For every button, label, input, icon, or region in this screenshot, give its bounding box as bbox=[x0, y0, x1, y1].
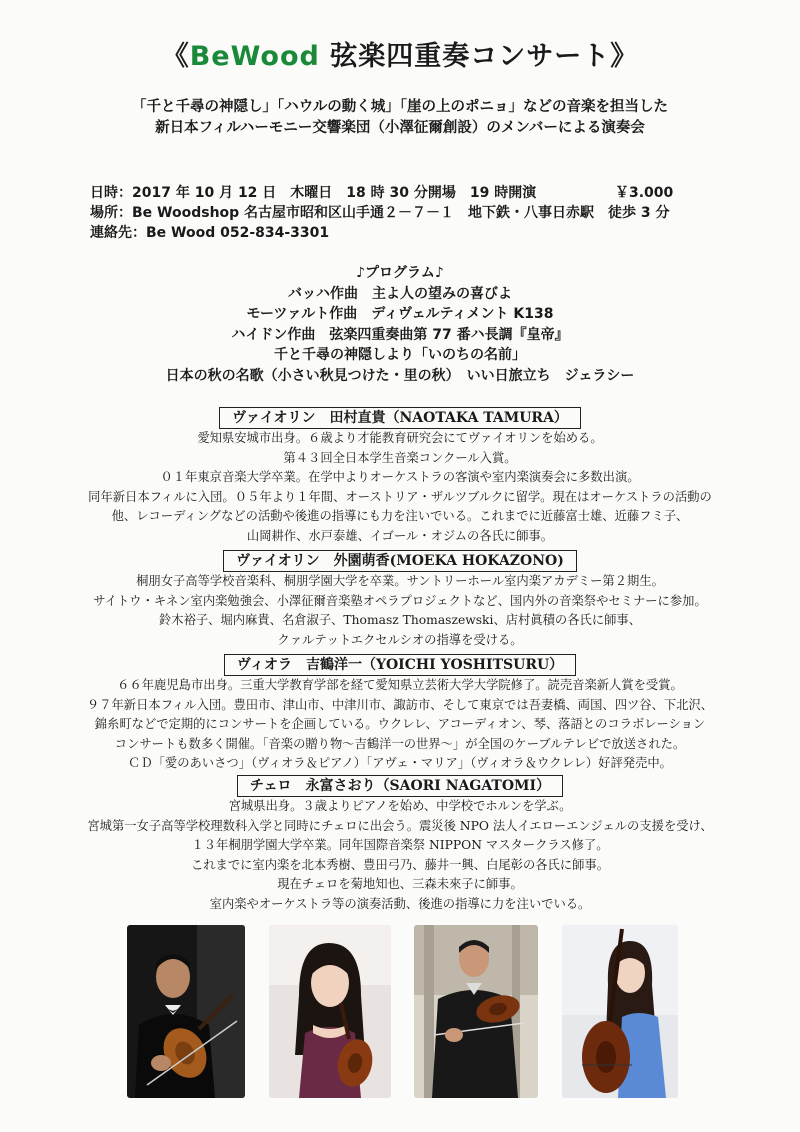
bio-line: ０１年東京音楽大学卒業。在学中よりオーケストラの客演や室内楽演奏会に多数出演。 bbox=[160, 470, 640, 484]
event-venue: 場所：Be Woodshop 名古屋市昭和区山手通２－７－１ 地下鉄・八事日赤駅 徒歩 3 分 bbox=[90, 205, 670, 221]
performer-header: ヴァイオリン 外園萌香(MOEKA HOKAZONO) bbox=[223, 550, 577, 572]
performer-header: ヴィオラ 吉鶴洋一（YOICHI YOSHITSURU） bbox=[224, 654, 576, 676]
bio-line: 桐朋女子高等学校音楽科、桐朋学園大学を卒業。サントリーホール室内楽アカデミー第２期生。 bbox=[136, 574, 664, 588]
bio-line: 第４３回全日本学生音楽コンクール入賞。 bbox=[283, 450, 517, 465]
intro-line: 新日本フィルハーモニー交響楽団（小澤征爾創設）のメンバーによる演奏会 bbox=[155, 120, 645, 136]
event-datetime-row bbox=[90, 183, 750, 203]
cellist-photo-image bbox=[562, 925, 678, 1098]
photo-yoichi-yoshitsuru bbox=[414, 925, 538, 1098]
program-item: 千と千尋の神隠しより「いのちの名前」 bbox=[274, 347, 526, 363]
bio-line: 宮城第一女子高等学校理数科入学と同時にチェロに出会う。震災後 NPO 法人イエローエンジェルの支援を受け、 bbox=[87, 818, 713, 833]
performer-bio bbox=[0, 572, 800, 650]
bio-line: ６６年鹿児島市出身。三重大学教育学部を経て愛知県立芸術大学大学院修了。読売音楽新人賞を受賞。 bbox=[117, 678, 683, 692]
bio-line: 現在チェロを菊地知也、三森未來子に師事。 bbox=[277, 877, 523, 891]
bio-line: 室内楽やオーケストラ等の演奏活動、後進の指導に力を注いでいる。 bbox=[209, 896, 591, 911]
bio-line: １３年桐朋学園大学卒業。同年国際音楽祭 NIPPON マスタークラス修了。 bbox=[191, 838, 609, 852]
program-heading: ♪プログラム♪ bbox=[356, 265, 444, 281]
title-close-bracket: 》 bbox=[610, 41, 639, 72]
photo-naotaka-tamura bbox=[127, 925, 245, 1098]
bio-line: 他、レコーディングなどの活動や後進の指導にも力を注いでいる。これまでに近藤富士雄、近藤フミ子、 bbox=[111, 509, 689, 523]
bio-line: コンサートも数多く開催。「音楽の贈り物～吉鶴洋一の世界～」が全国のケーブルテレビで放送された。 bbox=[114, 736, 686, 751]
page-title bbox=[0, 34, 800, 73]
violinist-photo-image bbox=[127, 925, 245, 1098]
bio-line: 愛知県安城市出身。６歳より才能教育研究会にてヴァイオリンを始める。 bbox=[197, 431, 603, 445]
bio-line: 鈴木裕子、堀内麻貴、名倉淑子、Thomasz Thomaszewski、店村眞積の各氏に師事、 bbox=[158, 613, 642, 627]
performer-bio bbox=[0, 797, 800, 914]
bio-line: ＣＤ「愛のあいさつ」（ヴィオラ＆ピアノ）「アヴェ・マリア」（ヴィオラ＆ウクレレ）好評発売中。 bbox=[128, 756, 672, 770]
bio-line: サイトウ・キネン室内楽勉強会、小澤征爾音楽塾オペラプロジェクトなど、国内外の音楽祭やセミナーに参加。 bbox=[93, 593, 707, 608]
performer-section bbox=[0, 407, 800, 546]
bio-line: 宮城県出身。３歳よりピアノを始め、中学校でホルンを学ぶ。 bbox=[228, 799, 572, 813]
bio-line: ９７年新日本フィル入団。豊田市、津山市、中津川市、諏訪市、そして東京では吾妻橋、両国、四ツ谷、下北沢、 bbox=[86, 697, 714, 712]
bio-line: 山岡耕作、水戸泰雄、イゴール・オジムの各氏に師事。 bbox=[246, 528, 554, 543]
bio-line: クァルテットエクセルシオの指導を受ける。 bbox=[277, 632, 523, 647]
photo-moeka-hokazono bbox=[269, 925, 391, 1098]
program-item: 日本の秋の名歌（小さい秋見つけた・里の秋） いい日旅立ち ジェラシー bbox=[165, 367, 635, 384]
performer-header: ヴァイオリン 田村直貴（NAOTAKA TAMURA） bbox=[219, 407, 581, 429]
program-item: ハイドン作曲 弦楽四重奏曲第 77 番ハ長調『皇帝』 bbox=[231, 326, 569, 343]
bio-line: これまでに室内楽を北本秀樹、豊田弓乃、藤井一興、白尾彰の各氏に師事。 bbox=[190, 857, 610, 872]
performer-section bbox=[0, 550, 800, 650]
event-price: ￥3.000 bbox=[615, 185, 674, 201]
event-datetime: 日時：2017 年 10 月 12 日 木曜日 18 時 30 分開場 19 時開演 bbox=[90, 185, 537, 201]
intro-line: 「千と千尋の神隠し」「ハウルの動く城」「崖の上のポニョ」などの音楽を担当した bbox=[131, 99, 669, 115]
program-item: モーツァルト作曲 ディヴェルティメント K138 bbox=[246, 306, 554, 322]
performer-bio bbox=[0, 676, 800, 774]
program-item: バッハ作曲 主よ人の望みの喜びよ bbox=[288, 285, 512, 302]
performer-section bbox=[0, 654, 800, 774]
intro-text bbox=[0, 97, 800, 139]
title-open-bracket: 《 bbox=[161, 41, 190, 72]
performer-header: チェロ 永富さおり（SAORI NAGATOMI） bbox=[237, 775, 563, 797]
brand-name: BeWood bbox=[189, 41, 320, 72]
title-text: 弦楽四重奏コンサート bbox=[319, 41, 611, 72]
performer-bio bbox=[0, 429, 800, 546]
performer-section bbox=[0, 775, 800, 914]
violist-photo-image bbox=[414, 925, 538, 1098]
bio-line: 錦糸町などで定期的にコンサートを企画している。ウクレレ、アコーディオン、琴、落語とのコラボレーション bbox=[94, 717, 706, 731]
violinist-photo-image bbox=[269, 925, 391, 1098]
bio-line: 同年新日本フィルに入団。０５年より１年間、オーストリア・ザルツブルクに留学。現在はオーケストラの活動の bbox=[88, 489, 712, 504]
program bbox=[0, 263, 800, 386]
event-info bbox=[90, 183, 750, 243]
event-contact: 連絡先：Be Wood 052-834-3301 bbox=[90, 225, 330, 241]
photo-saori-nagatomi bbox=[562, 925, 678, 1098]
